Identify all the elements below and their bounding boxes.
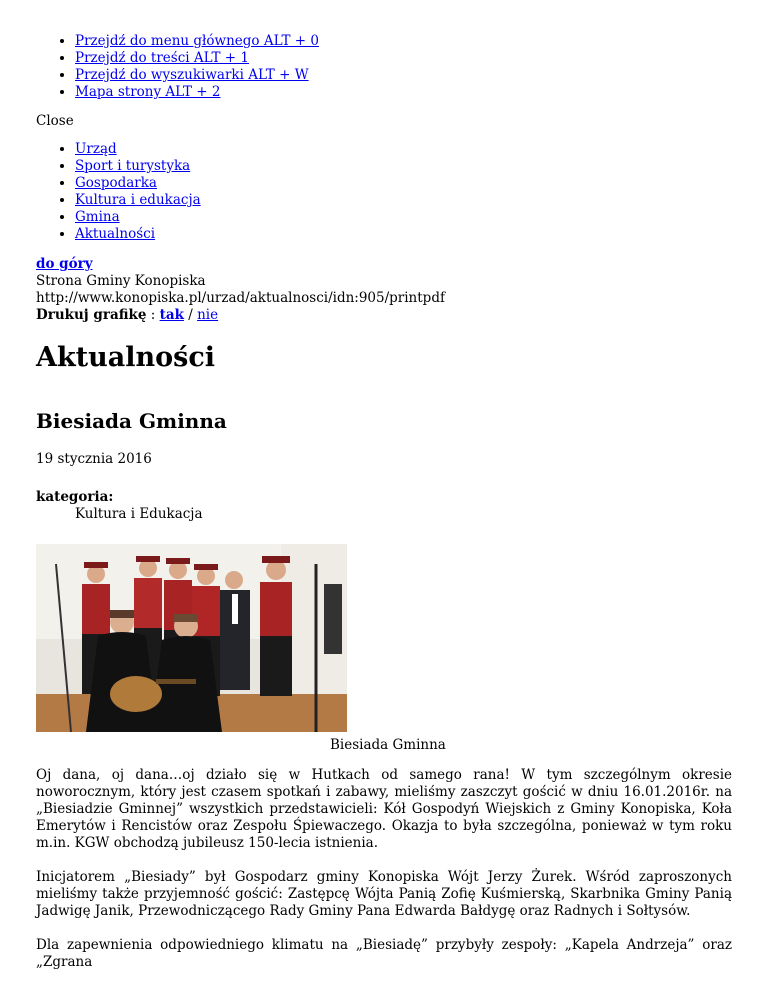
site-name: Strona Gminy Konopiska	[36, 273, 206, 289]
page-url: http://www.konopiska.pl/urzad/aktualnosci/idn:905/printpdf	[36, 290, 445, 306]
nav-item	[75, 209, 201, 226]
skip-to-menu-link[interactable]: Przejdź do menu głównego ALT + 0	[75, 33, 319, 49]
colon-separator: :	[146, 307, 160, 323]
article-paragraph: Inicjatorem „Biesiady” był Gospodarz gminy Konopiska Wójt Jerzy Żurek. Wśród zaproszonych mieliśmy także przyjemność gościć: Zastępcę Wójta Panią Zofię Kuśmierską, Skarbnika Gminy Panią Jadwigę Janik, Przewodniczącego Rady Gminy Pana Edwarda Bałdygę oraz Radnych i Sołtysów.	[36, 869, 732, 919]
nav-link-gmina[interactable]: Gmina	[75, 209, 120, 225]
print-graphics-row	[36, 307, 445, 324]
article-date: 19 stycznia 2016	[36, 451, 152, 467]
skip-link-item	[75, 33, 319, 50]
main-nav-list	[36, 141, 201, 243]
skip-to-search-link[interactable]: Przejdź do wyszukiwarki ALT + W	[75, 67, 309, 83]
nav-item	[75, 158, 201, 175]
print-header	[36, 256, 445, 324]
article-photo	[36, 544, 347, 732]
print-graphics-label: Drukuj grafikę	[36, 307, 147, 323]
nav-item	[75, 226, 201, 243]
nav-link-kultura[interactable]: Kultura i edukacja	[75, 192, 201, 208]
skip-links-list	[36, 33, 319, 101]
sitemap-link[interactable]: Mapa strony ALT + 2	[75, 84, 221, 100]
category-value: Kultura i Edukacja	[75, 506, 203, 522]
back-to-top-link[interactable]: do góry	[36, 256, 93, 272]
nav-link-aktualnosci[interactable]: Aktualności	[75, 226, 156, 242]
nav-link-urzad[interactable]: Urząd	[75, 141, 117, 157]
photo-caption: Biesiada Gminna	[330, 737, 446, 753]
close-label[interactable]: Close	[36, 113, 74, 129]
section-title: Aktualności	[36, 342, 216, 373]
article-paragraph: Oj dana, oj dana…oj działo się w Hutkach od samego rana! W tym szczególnym okresie noworocznym, który jest czasem spotkań i zabawy, mieliśmy zaszczyt gościć w dniu 16.01.2016r. na „Biesiadzie Gminnej” wszystkich przedstawicieli: Kół Gospodyń Wiejskich z Gminy Konopiska, Koła Emerytów i Rencistów oraz Zespołu Śpiewaczego. Okazja to była szczególna, ponieważ w tym roku m.in. KGW obchodzą jubileusz 150-lecia istnienia.	[36, 767, 732, 851]
nav-item	[75, 175, 201, 192]
nav-item	[75, 192, 201, 209]
slash-separator: /	[183, 307, 198, 323]
article-body	[36, 767, 732, 988]
skip-link-item	[75, 50, 319, 67]
nav-link-sport[interactable]: Sport i turystyka	[75, 158, 191, 174]
article-paragraph: Dla zapewnienia odpowiedniego klimatu na „Biesiadę” przybyły zespoły: „Kapela Andrzeja” oraz „Zgrana	[36, 937, 732, 970]
article-title: Biesiada Gminna	[36, 409, 227, 433]
skip-link-item	[75, 67, 319, 84]
print-graphics-yes-link[interactable]: tak	[159, 307, 184, 323]
nav-item	[75, 141, 201, 158]
print-graphics-no-link[interactable]: nie	[197, 307, 219, 323]
category-label: kategoria:	[36, 489, 114, 505]
nav-link-gospodarka[interactable]: Gospodarka	[75, 175, 157, 191]
skip-link-item	[75, 84, 319, 101]
skip-to-content-link[interactable]: Przejdź do treści ALT + 1	[75, 50, 249, 66]
